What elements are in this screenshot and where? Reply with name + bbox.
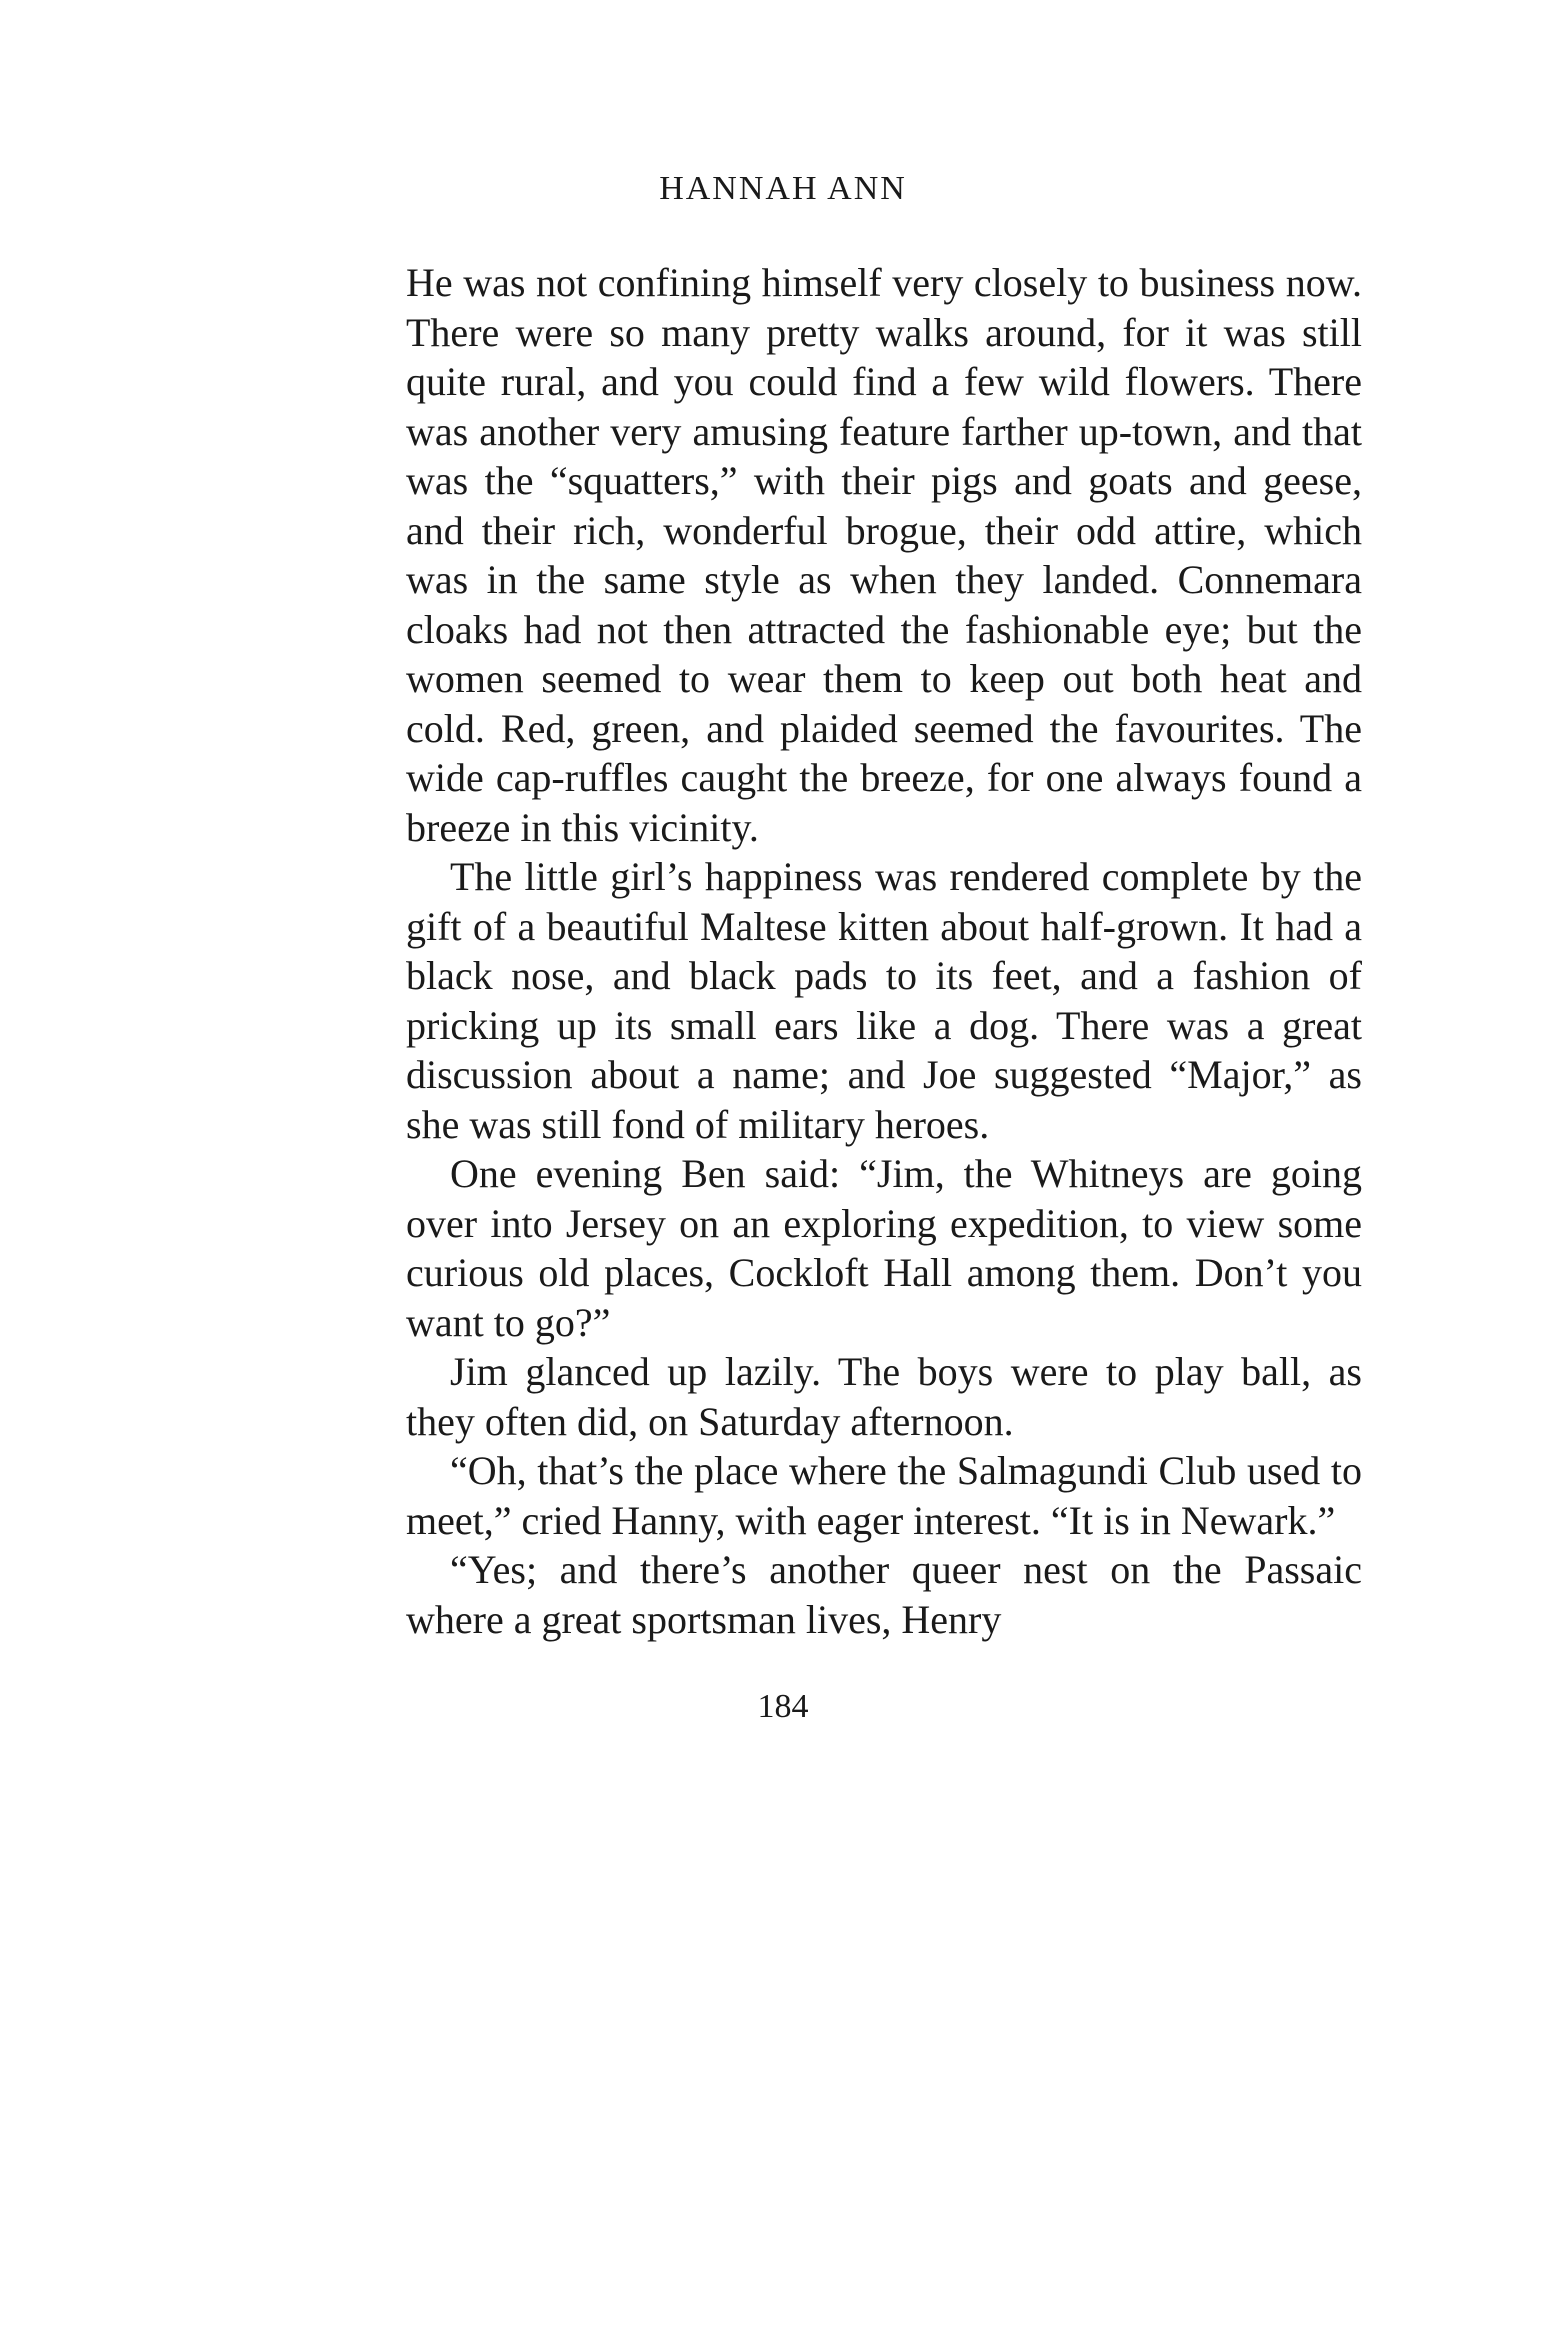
paragraph: “Oh, that’s the place where the Salmagundi Club used to meet,” cried Hanny, with eager interest. “It is in Newark.” bbox=[406, 1448, 1362, 1543]
paragraph: He was not confining himself very closely to business now. There were so many pretty walks around, for it was still quite rural, and you could find a few wild flowers. There was another very amusing feature farther up-town, and that was the “squatters,” with their pigs and goats and geese, and their rich, wonderful brogue, their odd attire, which was in the same style as when they landed. Connemara cloaks had not then attracted the fashionable eye; but the women seemed to wear them to keep out both heat and cold. Red, green, and plaided seemed the favourites. The wide cap-ruffles caught the breeze, for one always found a breeze in this vicinity. bbox=[406, 260, 1362, 850]
body-text bbox=[406, 258, 1362, 1644]
paragraph: Jim glanced up lazily. The boys were to play ball, as they often did, on Saturday afternoon. bbox=[406, 1349, 1362, 1444]
paragraph: The little girl’s happiness was rendered complete by the gift of a beautiful Maltese kitten about half-grown. It had a black nose, and black pads to its feet, and a fashion of pricking up its small ears like a dog. There was a great discussion about a name; and Joe suggested “Major,” as she was still fond of military heroes. bbox=[406, 854, 1362, 1147]
running-head: HANNAH ANN bbox=[659, 170, 907, 207]
paragraph: “Yes; and there’s another queer nest on the Passaic where a great sportsman lives, Henry bbox=[406, 1547, 1362, 1642]
paragraph: One evening Ben said: “Jim, the Whitneys are going over into Jersey on an exploring expedition, to view some curious old places, Cockloft Hall among them. Don’t you want to go?” bbox=[406, 1151, 1362, 1345]
page-number: 184 bbox=[757, 1688, 809, 1725]
